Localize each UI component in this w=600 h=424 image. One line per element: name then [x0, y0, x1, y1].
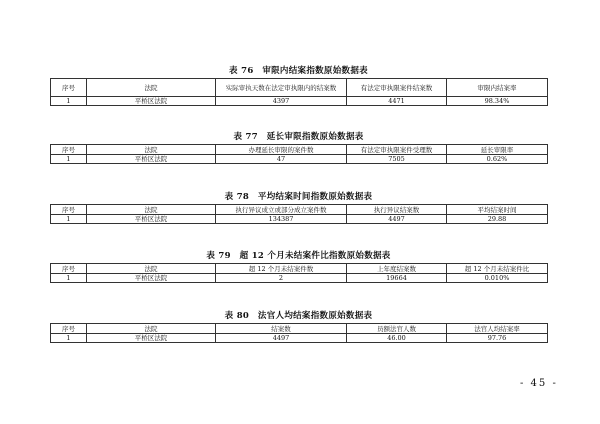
header-cell-col5: 超 12 个月未结案件比 — [447, 264, 548, 274]
table-title: 表 80 法官人均结案指数原始数据表 — [224, 311, 373, 321]
cell-col5: 29.88 — [447, 215, 548, 224]
header-cell-index: 序号 — [51, 324, 87, 334]
cell-col5: 97.76 — [447, 334, 548, 343]
header-cell-col5: 审限内结案率 — [447, 79, 548, 97]
header-cell-index: 序号 — [51, 264, 87, 274]
cell-col5: 0.62% — [447, 155, 548, 164]
table-title: 表 76 审限内结案指数原始数据表 — [229, 66, 368, 76]
cell-col5: 0.010% — [447, 274, 548, 283]
cell-col3: 2 — [216, 274, 347, 283]
header-cell-col4: 员额法官人数 — [347, 324, 447, 334]
table-section-76 — [50, 64, 547, 106]
header-cell-index: 序号 — [51, 145, 87, 155]
cell-col5: 98.34% — [447, 97, 548, 106]
table-section-78 — [50, 190, 547, 224]
page-number: - 45 - — [520, 378, 558, 389]
header-cell-col3: 执行异议成立或部分成立案件数 — [216, 205, 347, 215]
table-row — [51, 155, 548, 164]
cell-court: 平桥区法院 — [87, 155, 216, 164]
cell-col3: 4497 — [216, 334, 347, 343]
cell-index: 1 — [51, 215, 87, 224]
cell-col4: 19664 — [347, 274, 447, 283]
cell-index: 1 — [51, 334, 87, 343]
header-cell-court: 法院 — [87, 205, 216, 215]
header-cell-col5: 延长审限率 — [447, 145, 548, 155]
table-section-79 — [50, 249, 547, 283]
table-section-77 — [50, 130, 547, 164]
header-cell-col5: 平均结案时间 — [447, 205, 548, 215]
header-cell-col4: 有法定审执限案件受理数 — [347, 145, 447, 155]
data-table — [50, 144, 548, 164]
table-section-80 — [50, 309, 547, 343]
header-cell-col3: 超 12 个月未结案件数 — [216, 264, 347, 274]
cell-col4: 4471 — [347, 97, 447, 106]
table-row — [51, 274, 548, 283]
data-table — [50, 263, 548, 283]
cell-col3: 47 — [216, 155, 347, 164]
cell-court: 平桥区法院 — [87, 215, 216, 224]
cell-court: 平桥区法院 — [87, 97, 216, 106]
table-title: 表 77 延长审限指数原始数据表 — [233, 132, 364, 142]
header-cell-index: 序号 — [51, 205, 87, 215]
header-cell-col4: 执行异议结案数 — [347, 205, 447, 215]
data-table — [50, 323, 548, 343]
header-cell-col5: 法官人均结案率 — [447, 324, 548, 334]
table-title: 表 78 平均结案时间指数原始数据表 — [224, 192, 373, 202]
header-cell-col4: 上年度结案数 — [347, 264, 447, 274]
header-cell-col3: 实际审执天数在法定审执限内的结案数 — [216, 79, 347, 97]
cell-col3: 134387 — [216, 215, 347, 224]
header-cell-court: 法院 — [87, 145, 216, 155]
header-cell-col3: 办理延长审限的案件数 — [216, 145, 347, 155]
header-cell-index: 序号 — [51, 79, 87, 97]
table-header-row — [51, 264, 548, 274]
table-header-row — [51, 145, 548, 155]
header-cell-court: 法院 — [87, 264, 216, 274]
table-header-row — [51, 79, 548, 97]
cell-court: 平桥区法院 — [87, 274, 216, 283]
cell-col4: 46.00 — [347, 334, 447, 343]
table-title: 表 79 超 12 个月未结案件比指数原始数据表 — [206, 251, 391, 261]
cell-index: 1 — [51, 155, 87, 164]
data-table — [50, 204, 548, 224]
cell-col4: 4497 — [347, 215, 447, 224]
table-row — [51, 334, 548, 343]
table-row — [51, 215, 548, 224]
table-header-row — [51, 205, 548, 215]
cell-index: 1 — [51, 274, 87, 283]
cell-col3: 4397 — [216, 97, 347, 106]
cell-court: 平桥区法院 — [87, 334, 216, 343]
cell-col4: 7505 — [347, 155, 447, 164]
data-table — [50, 78, 548, 106]
table-row — [51, 97, 548, 106]
cell-index: 1 — [51, 97, 87, 106]
table-header-row — [51, 324, 548, 334]
header-cell-court: 法院 — [87, 79, 216, 97]
header-cell-col4: 有法定审执限案件结案数 — [347, 79, 447, 97]
header-cell-court: 法院 — [87, 324, 216, 334]
header-cell-col3: 结案数 — [216, 324, 347, 334]
